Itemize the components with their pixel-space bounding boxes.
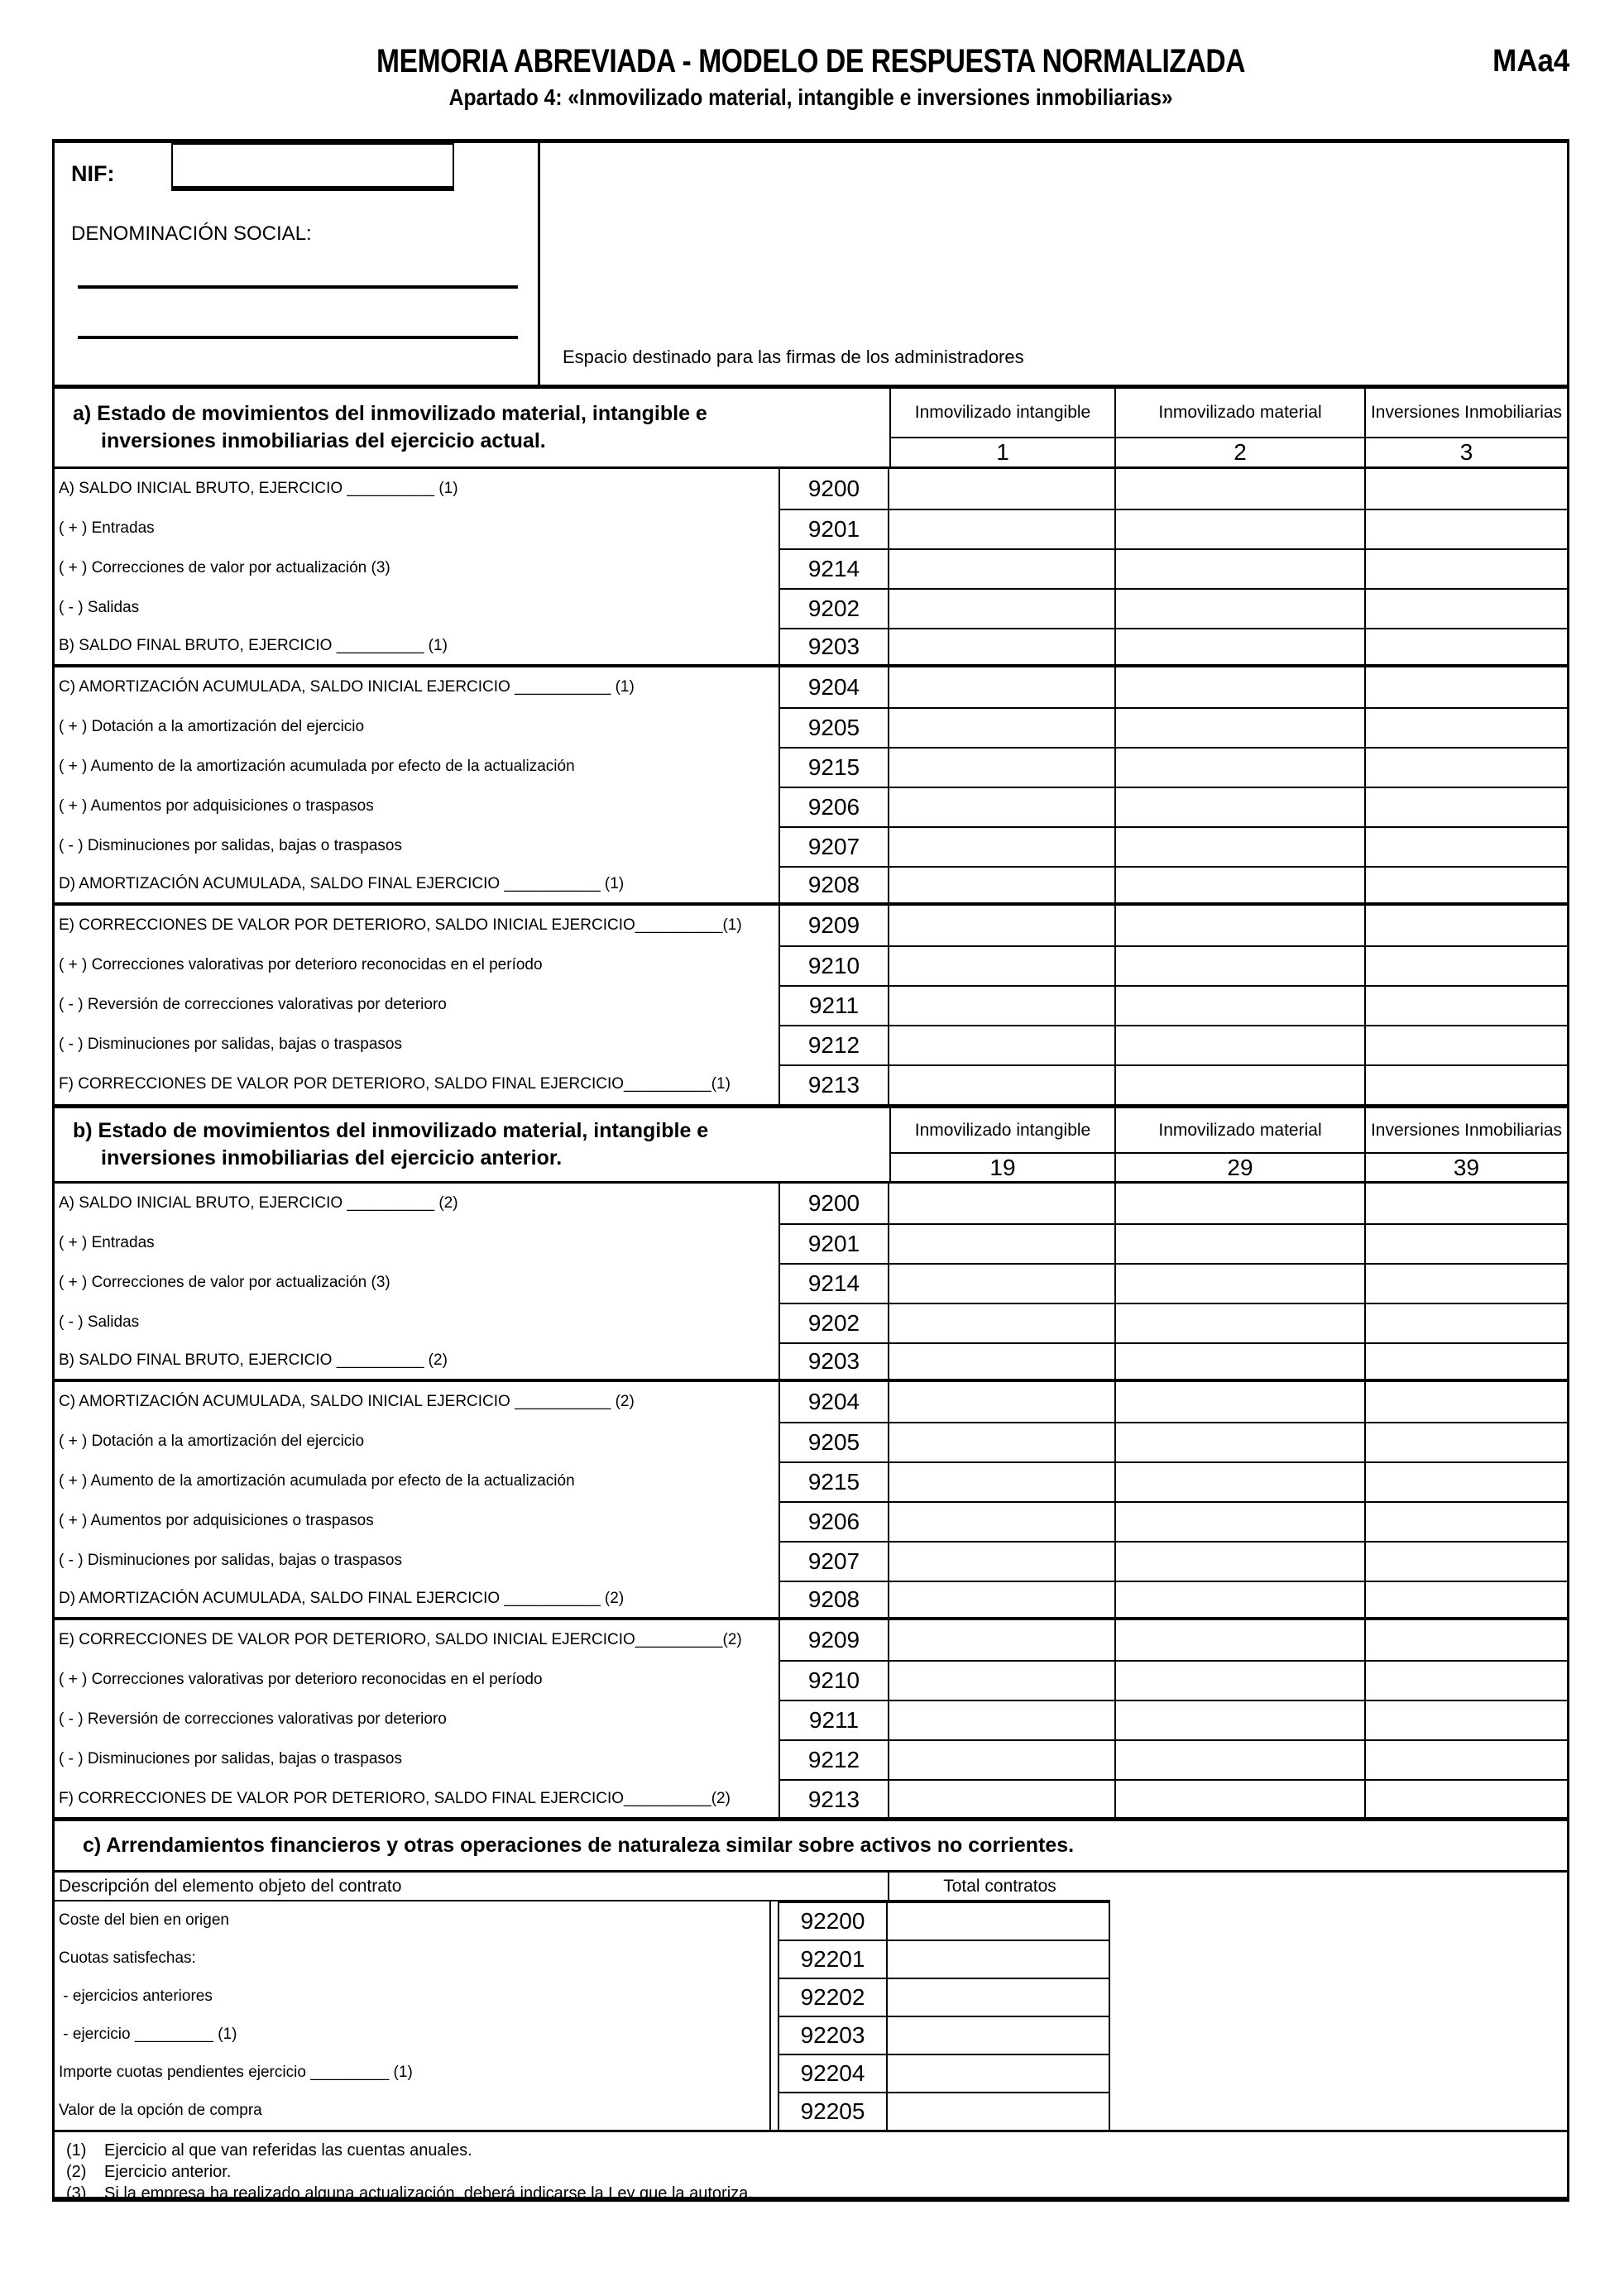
table-row — [55, 469, 1567, 509]
value-cell-material[interactable] — [1114, 1660, 1364, 1700]
table-row — [55, 509, 1567, 548]
value-cell-intangible[interactable] — [889, 1501, 1114, 1541]
row-code: 9200 — [778, 469, 889, 509]
value-cell-inversiones[interactable] — [1364, 1263, 1567, 1303]
row-label: C) AMORTIZACIÓN ACUMULADA, SALDO INICIAL EJERCICIO ___________ (2) — [59, 1393, 635, 1410]
value-cell-inversiones[interactable] — [1364, 1620, 1567, 1660]
section-b-header — [55, 1108, 1567, 1184]
column-gap — [771, 2016, 778, 2054]
footnote-text: Ejercicio anterior. — [104, 2163, 232, 2181]
total-contracts-header: Total contratos — [888, 1873, 1110, 1900]
value-cell-inversiones[interactable] — [1364, 548, 1567, 588]
table-row — [55, 1025, 1567, 1064]
document-title: MEMORIA ABREVIADA - MODELO DE RESPUESTA NORMALIZADA — [376, 43, 1246, 79]
row-code: 9212 — [778, 1025, 889, 1064]
table-row — [55, 1461, 1567, 1501]
value-cell-inversiones[interactable] — [1364, 1382, 1567, 1422]
section-a-header — [55, 389, 1567, 469]
footnote-text: Ejercicio al que van referidas las cuentas anuales. — [104, 2141, 472, 2160]
table-row — [55, 707, 1567, 747]
value-cell-inversiones[interactable] — [1364, 1223, 1567, 1263]
value-cell-intangible[interactable] — [889, 628, 1114, 664]
value-cell-total[interactable] — [888, 2016, 1110, 2054]
form-body — [52, 139, 1569, 2202]
value-cell-intangible[interactable] — [889, 826, 1114, 866]
value-cell-intangible[interactable] — [889, 469, 1114, 509]
table-row — [55, 1223, 1567, 1263]
value-cell-inversiones[interactable] — [1364, 906, 1567, 945]
column-number: 39 — [1453, 1154, 1480, 1180]
row-label: - ejercicio _________ (1) — [55, 2016, 771, 2054]
row-code: 9203 — [778, 1342, 889, 1379]
value-cell-material[interactable] — [1114, 628, 1364, 664]
footnote — [66, 2184, 1567, 2203]
document-header — [52, 43, 1569, 111]
row-label: ( + ) Correcciones de valor por actualización (3) — [59, 1274, 390, 1291]
table-row — [55, 2092, 1567, 2130]
table-row — [55, 787, 1567, 826]
value-cell-inversiones[interactable] — [1364, 1064, 1567, 1104]
section-a-title-line2: inversiones inmobiliarias del ejercicio actual. — [101, 429, 546, 452]
description-header: Descripción del elemento objeto del contrato — [59, 1876, 402, 1896]
row-label: ( + ) Entradas — [59, 1234, 155, 1251]
value-cell-material[interactable] — [1114, 469, 1364, 509]
value-cell-inversiones[interactable] — [1364, 1025, 1567, 1064]
value-cell-intangible[interactable] — [889, 787, 1114, 826]
section-b-title-line1: b) Estado de movimientos del inmovilizado material, intangible e — [73, 1119, 709, 1142]
footnote — [66, 2163, 1567, 2182]
row-code: 9205 — [778, 707, 889, 747]
column-gap — [771, 1940, 778, 1978]
column-gap — [771, 1901, 778, 1940]
value-cell-material[interactable] — [1114, 826, 1364, 866]
value-cell-intangible[interactable] — [889, 747, 1114, 787]
value-cell-material[interactable] — [1114, 1581, 1364, 1617]
value-cell-inversiones[interactable] — [1364, 1739, 1567, 1779]
value-cell-inversiones[interactable] — [1364, 747, 1567, 787]
column-header-intangible: Inmovilizado intangible 19 — [889, 1108, 1114, 1181]
value-cell-material[interactable] — [1114, 1382, 1364, 1422]
table-row — [55, 588, 1567, 628]
row-label: A) SALDO INICIAL BRUTO, EJERCICIO __________ (1) — [59, 480, 458, 497]
value-cell-material[interactable] — [1114, 1620, 1364, 1660]
row-label: A) SALDO INICIAL BRUTO, EJERCICIO __________ (2) — [59, 1194, 458, 1212]
value-cell-intangible[interactable] — [889, 548, 1114, 588]
value-cell-intangible[interactable] — [889, 1581, 1114, 1617]
table-row — [55, 1342, 1567, 1382]
table-row — [55, 1779, 1567, 1819]
row-label: B) SALDO FINAL BRUTO, EJERCICIO __________ (1) — [59, 637, 448, 654]
value-cell-material[interactable] — [1114, 1342, 1364, 1379]
row-label: E) CORRECCIONES DE VALOR POR DETERIORO, SALDO INICIAL EJERCICIO__________(1) — [59, 916, 742, 934]
row-code: 9206 — [778, 1501, 889, 1541]
value-cell-inversiones[interactable] — [1364, 588, 1567, 628]
value-cell-intangible[interactable] — [889, 1184, 1114, 1223]
value-cell-material[interactable] — [1114, 945, 1364, 985]
nif-label: NIF: — [71, 161, 115, 186]
value-cell-inversiones[interactable] — [1364, 787, 1567, 826]
value-cell-inversiones[interactable] — [1364, 1660, 1567, 1700]
table-row — [55, 2054, 1567, 2092]
value-cell-inversiones[interactable] — [1364, 1461, 1567, 1501]
section-c-rows — [55, 1901, 1567, 2130]
row-code: 92201 — [778, 1940, 888, 1978]
row-code: 9202 — [778, 588, 889, 628]
table-row — [55, 1263, 1567, 1303]
column-gap — [771, 2092, 778, 2130]
row-code: 9202 — [778, 1303, 889, 1342]
value-cell-intangible[interactable] — [889, 1541, 1114, 1581]
company-name-label: DENOMINACIÓN SOCIAL: — [71, 222, 312, 245]
row-code: 9213 — [778, 1779, 889, 1819]
section-a-title — [55, 389, 889, 466]
document-subtitle: Apartado 4: «Inmovilizado material, intangible e inversiones inmobiliarias» — [448, 84, 1173, 110]
value-cell-intangible[interactable] — [889, 1382, 1114, 1422]
row-code: 9215 — [778, 747, 889, 787]
footnote-number: (2) — [66, 2163, 87, 2181]
table-row — [55, 1660, 1567, 1700]
row-label: - ejercicios anteriores — [55, 1978, 771, 2016]
value-cell-intangible[interactable] — [889, 667, 1114, 707]
row-label: ( - ) Reversión de correcciones valorativas por deterioro — [59, 996, 447, 1013]
value-cell-material[interactable] — [1114, 1184, 1364, 1223]
value-cell-material[interactable] — [1114, 1422, 1364, 1461]
table-row — [55, 628, 1567, 667]
footnote — [66, 2141, 1567, 2160]
column-number: 29 — [1227, 1154, 1253, 1180]
value-cell-material[interactable] — [1114, 1263, 1364, 1303]
row-label: E) CORRECCIONES DE VALOR POR DETERIORO, SALDO INICIAL EJERCICIO__________(2) — [59, 1631, 742, 1648]
table-row — [55, 1940, 1567, 1978]
row-label: ( - ) Disminuciones por salidas, bajas o traspasos — [59, 1750, 403, 1767]
company-name-line-2[interactable] — [78, 336, 518, 339]
value-cell-material[interactable] — [1114, 1541, 1364, 1581]
value-cell-intangible[interactable] — [889, 985, 1114, 1025]
section-a-title-line1: a) Estado de movimientos del inmovilizado material, intangible e — [73, 402, 707, 425]
row-code: 9205 — [778, 1422, 889, 1461]
row-code: 9207 — [778, 826, 889, 866]
row-label: Importe cuotas pendientes ejercicio _________ (1) — [55, 2054, 771, 2092]
table-row — [55, 548, 1567, 588]
value-cell-inversiones[interactable] — [1364, 469, 1567, 509]
row-code: 9207 — [778, 1541, 889, 1581]
column-number: 1 — [996, 439, 1009, 465]
value-cell-material[interactable] — [1114, 985, 1364, 1025]
value-cell-inversiones[interactable] — [1364, 985, 1567, 1025]
value-cell-material[interactable] — [1114, 1025, 1364, 1064]
row-code: 9208 — [778, 1581, 889, 1617]
table-row — [55, 1184, 1567, 1223]
row-label: Coste del bien en origen — [55, 1901, 771, 1940]
table-row — [55, 1064, 1567, 1104]
table-row — [55, 1303, 1567, 1342]
table-row — [55, 747, 1567, 787]
table-row — [55, 866, 1567, 906]
row-label: B) SALDO FINAL BRUTO, EJERCICIO __________ (2) — [59, 1351, 448, 1369]
row-code: 9214 — [778, 1263, 889, 1303]
value-cell-material[interactable] — [1114, 1779, 1364, 1819]
table-row — [55, 1422, 1567, 1461]
value-cell-intangible[interactable] — [889, 1700, 1114, 1739]
row-code: 9211 — [778, 1700, 889, 1739]
table-row — [55, 826, 1567, 866]
value-cell-intangible[interactable] — [889, 1660, 1114, 1700]
table-row — [55, 945, 1567, 985]
value-cell-material[interactable] — [1114, 906, 1364, 945]
footnote-number: (3) — [66, 2184, 87, 2203]
table-row — [55, 1700, 1567, 1739]
row-code: 92205 — [778, 2092, 888, 2130]
row-code: 9208 — [778, 866, 889, 902]
section-b-table — [55, 1104, 1567, 1817]
row-code: 9200 — [778, 1184, 889, 1223]
value-cell-intangible[interactable] — [889, 906, 1114, 945]
value-cell-inversiones[interactable] — [1364, 667, 1567, 707]
value-cell-inversiones[interactable] — [1364, 1342, 1567, 1379]
row-code: 9206 — [778, 787, 889, 826]
footnote-text: Si la empresa ha realizado alguna actualización, deberá indicarse la Ley que la autoriza. — [104, 2184, 753, 2203]
value-cell-intangible[interactable] — [889, 945, 1114, 985]
row-label: ( + ) Correcciones valorativas por deterioro reconocidas en el período — [59, 956, 543, 973]
table-row — [55, 2016, 1567, 2054]
section-c-header — [55, 1873, 1110, 1901]
value-cell-inversiones[interactable] — [1364, 1541, 1567, 1581]
table-row — [55, 1620, 1567, 1660]
table-row — [55, 906, 1567, 945]
value-cell-inversiones[interactable] — [1364, 1581, 1567, 1617]
value-cell-material[interactable] — [1114, 1700, 1364, 1739]
value-cell-intangible[interactable] — [889, 1223, 1114, 1263]
column-number: 19 — [989, 1154, 1016, 1180]
column-header-inversiones: Inversiones Inmobiliarias 39 — [1364, 1108, 1567, 1181]
row-label: ( + ) Aumentos por adquisiciones o traspasos — [59, 1512, 374, 1529]
value-cell-material[interactable] — [1114, 1223, 1364, 1263]
row-code: 92204 — [778, 2054, 888, 2092]
value-cell-inversiones[interactable] — [1364, 707, 1567, 747]
row-code: 9214 — [778, 548, 889, 588]
row-label: ( - ) Disminuciones por salidas, bajas o traspasos — [59, 1036, 403, 1053]
row-label: Cuotas satisfechas: — [55, 1940, 771, 1978]
column-header-material: Inmovilizado material 2 — [1114, 389, 1364, 466]
table-row — [55, 1901, 1567, 1940]
form-code-badge: MAa4 — [1492, 44, 1569, 79]
value-cell-inversiones[interactable] — [1364, 628, 1567, 664]
row-code: 9209 — [778, 906, 889, 945]
row-code: 9215 — [778, 1461, 889, 1501]
column-gap — [771, 1978, 778, 2016]
value-cell-inversiones[interactable] — [1364, 1501, 1567, 1541]
value-cell-total[interactable] — [888, 1978, 1110, 2016]
row-label: F) CORRECCIONES DE VALOR POR DETERIORO, SALDO FINAL EJERCICIO__________(2) — [59, 1790, 731, 1807]
table-row — [55, 985, 1567, 1025]
value-cell-intangible[interactable] — [889, 1303, 1114, 1342]
value-cell-material[interactable] — [1114, 747, 1364, 787]
value-cell-intangible[interactable] — [889, 1263, 1114, 1303]
row-label: ( - ) Salidas — [59, 599, 140, 616]
value-cell-inversiones[interactable] — [1364, 945, 1567, 985]
row-label: ( + ) Aumentos por adquisiciones o traspasos — [59, 797, 374, 815]
value-cell-material[interactable] — [1114, 707, 1364, 747]
column-header-material: Inmovilizado material 29 — [1114, 1108, 1364, 1181]
value-cell-intangible[interactable] — [889, 1779, 1114, 1819]
row-label: D) AMORTIZACIÓN ACUMULADA, SALDO FINAL EJERCICIO ___________ (2) — [59, 1590, 625, 1607]
row-code: 92203 — [778, 2016, 888, 2054]
table-row — [55, 1739, 1567, 1779]
value-cell-material[interactable] — [1114, 1501, 1364, 1541]
value-cell-material[interactable] — [1114, 588, 1364, 628]
value-cell-intangible[interactable] — [889, 509, 1114, 548]
table-row — [55, 1501, 1567, 1541]
table-row — [55, 1581, 1567, 1620]
table-row — [55, 1382, 1567, 1422]
value-cell-material[interactable] — [1114, 667, 1364, 707]
table-row — [55, 1541, 1567, 1581]
section-b-title — [55, 1108, 889, 1181]
section-b-title-line2: inversiones inmobiliarias del ejercicio anterior. — [101, 1146, 563, 1170]
row-label: ( - ) Disminuciones por salidas, bajas o traspasos — [59, 1552, 403, 1569]
section-b-rows — [55, 1184, 1567, 1819]
row-label: Valor de la opción de compra — [55, 2092, 771, 2130]
row-label: F) CORRECCIONES DE VALOR POR DETERIORO, SALDO FINAL EJERCICIO__________(1) — [59, 1075, 731, 1093]
value-cell-intangible[interactable] — [889, 1342, 1114, 1379]
row-label: ( + ) Aumento de la amortización acumulada por efecto de la actualización — [59, 758, 575, 775]
section-a-rows — [55, 469, 1567, 1104]
row-label: C) AMORTIZACIÓN ACUMULADA, SALDO INICIAL EJERCICIO ___________ (1) — [59, 678, 635, 696]
value-cell-material[interactable] — [1114, 1461, 1364, 1501]
value-cell-inversiones[interactable] — [1364, 1422, 1567, 1461]
row-label: D) AMORTIZACIÓN ACUMULADA, SALDO FINAL EJERCICIO ___________ (1) — [59, 875, 625, 892]
row-label: ( + ) Dotación a la amortización del ejercicio — [59, 718, 365, 735]
row-label: ( - ) Disminuciones por salidas, bajas o traspasos — [59, 837, 403, 854]
value-cell-material[interactable] — [1114, 509, 1364, 548]
value-cell-material[interactable] — [1114, 1064, 1364, 1104]
value-cell-inversiones[interactable] — [1364, 826, 1567, 866]
row-code: 9204 — [778, 1382, 889, 1422]
row-label: ( + ) Correcciones de valor por actualización (3) — [59, 559, 390, 576]
row-code: 9212 — [778, 1739, 889, 1779]
table-row — [55, 667, 1567, 707]
value-cell-total[interactable] — [888, 1940, 1110, 1978]
section-c-title-band — [55, 1817, 1567, 1870]
row-code: 9203 — [778, 628, 889, 664]
row-label: ( + ) Entradas — [59, 519, 155, 537]
row-code: 92200 — [778, 1901, 888, 1940]
signatures-note: Espacio destinado para las firmas de los administradores — [563, 347, 1024, 367]
footnote-number: (1) — [66, 2141, 87, 2160]
value-cell-inversiones[interactable] — [1364, 1779, 1567, 1819]
value-cell-inversiones[interactable] — [1364, 1303, 1567, 1342]
row-label: ( + ) Dotación a la amortización del ejercicio — [59, 1433, 365, 1450]
row-code: 9210 — [778, 1660, 889, 1700]
row-code: 9213 — [778, 1064, 889, 1104]
section-c-table — [55, 1870, 1567, 2130]
value-cell-material[interactable] — [1114, 548, 1364, 588]
value-cell-material[interactable] — [1114, 866, 1364, 902]
value-cell-inversiones[interactable] — [1364, 866, 1567, 902]
identification-block — [55, 143, 1567, 385]
row-code: 9201 — [778, 1223, 889, 1263]
value-cell-material[interactable] — [1114, 1739, 1364, 1779]
row-code: 9209 — [778, 1620, 889, 1660]
value-cell-total[interactable] — [888, 2054, 1110, 2092]
column-header-intangible: Inmovilizado intangible 1 — [889, 389, 1114, 466]
row-label: ( - ) Salidas — [59, 1313, 140, 1331]
row-code: 9210 — [778, 945, 889, 985]
footnotes-block — [55, 2130, 1567, 2203]
row-code: 9201 — [778, 509, 889, 548]
column-number: 3 — [1459, 439, 1473, 465]
row-label: ( + ) Correcciones valorativas por deterioro reconocidas en el período — [59, 1671, 543, 1688]
column-number: 2 — [1234, 439, 1247, 465]
row-code: 9211 — [778, 985, 889, 1025]
section-c-title: c) Arrendamientos financieros y otras operaciones de naturaleza similar sobre activos no corrientes. — [83, 1834, 1075, 1857]
value-cell-intangible[interactable] — [889, 1461, 1114, 1501]
company-name-line-1[interactable] — [78, 285, 518, 289]
vertical-divider — [538, 143, 540, 385]
row-label: ( - ) Reversión de correcciones valorativas por deterioro — [59, 1710, 447, 1728]
value-cell-intangible[interactable] — [889, 866, 1114, 902]
row-label: ( + ) Aumento de la amortización acumulada por efecto de la actualización — [59, 1472, 575, 1490]
value-cell-intangible[interactable] — [889, 1422, 1114, 1461]
value-cell-intangible[interactable] — [889, 1739, 1114, 1779]
value-cell-intangible[interactable] — [889, 1620, 1114, 1660]
value-cell-inversiones[interactable] — [1364, 1700, 1567, 1739]
section-a-table — [55, 385, 1567, 1104]
value-cell-total[interactable] — [888, 1901, 1110, 1940]
value-cell-material[interactable] — [1114, 1303, 1364, 1342]
value-cell-intangible[interactable] — [889, 1025, 1114, 1064]
table-row — [55, 1978, 1567, 2016]
value-cell-total[interactable] — [888, 2092, 1110, 2130]
value-cell-material[interactable] — [1114, 787, 1364, 826]
value-cell-intangible[interactable] — [889, 1064, 1114, 1104]
row-code: 92202 — [778, 1978, 888, 2016]
value-cell-intangible[interactable] — [889, 588, 1114, 628]
row-code: 9204 — [778, 667, 889, 707]
nif-input[interactable] — [171, 143, 454, 191]
value-cell-intangible[interactable] — [889, 707, 1114, 747]
column-header-inversiones: Inversiones Inmobiliarias 3 — [1364, 389, 1567, 466]
value-cell-inversiones[interactable] — [1364, 509, 1567, 548]
column-gap — [771, 2054, 778, 2092]
value-cell-inversiones[interactable] — [1364, 1184, 1567, 1223]
